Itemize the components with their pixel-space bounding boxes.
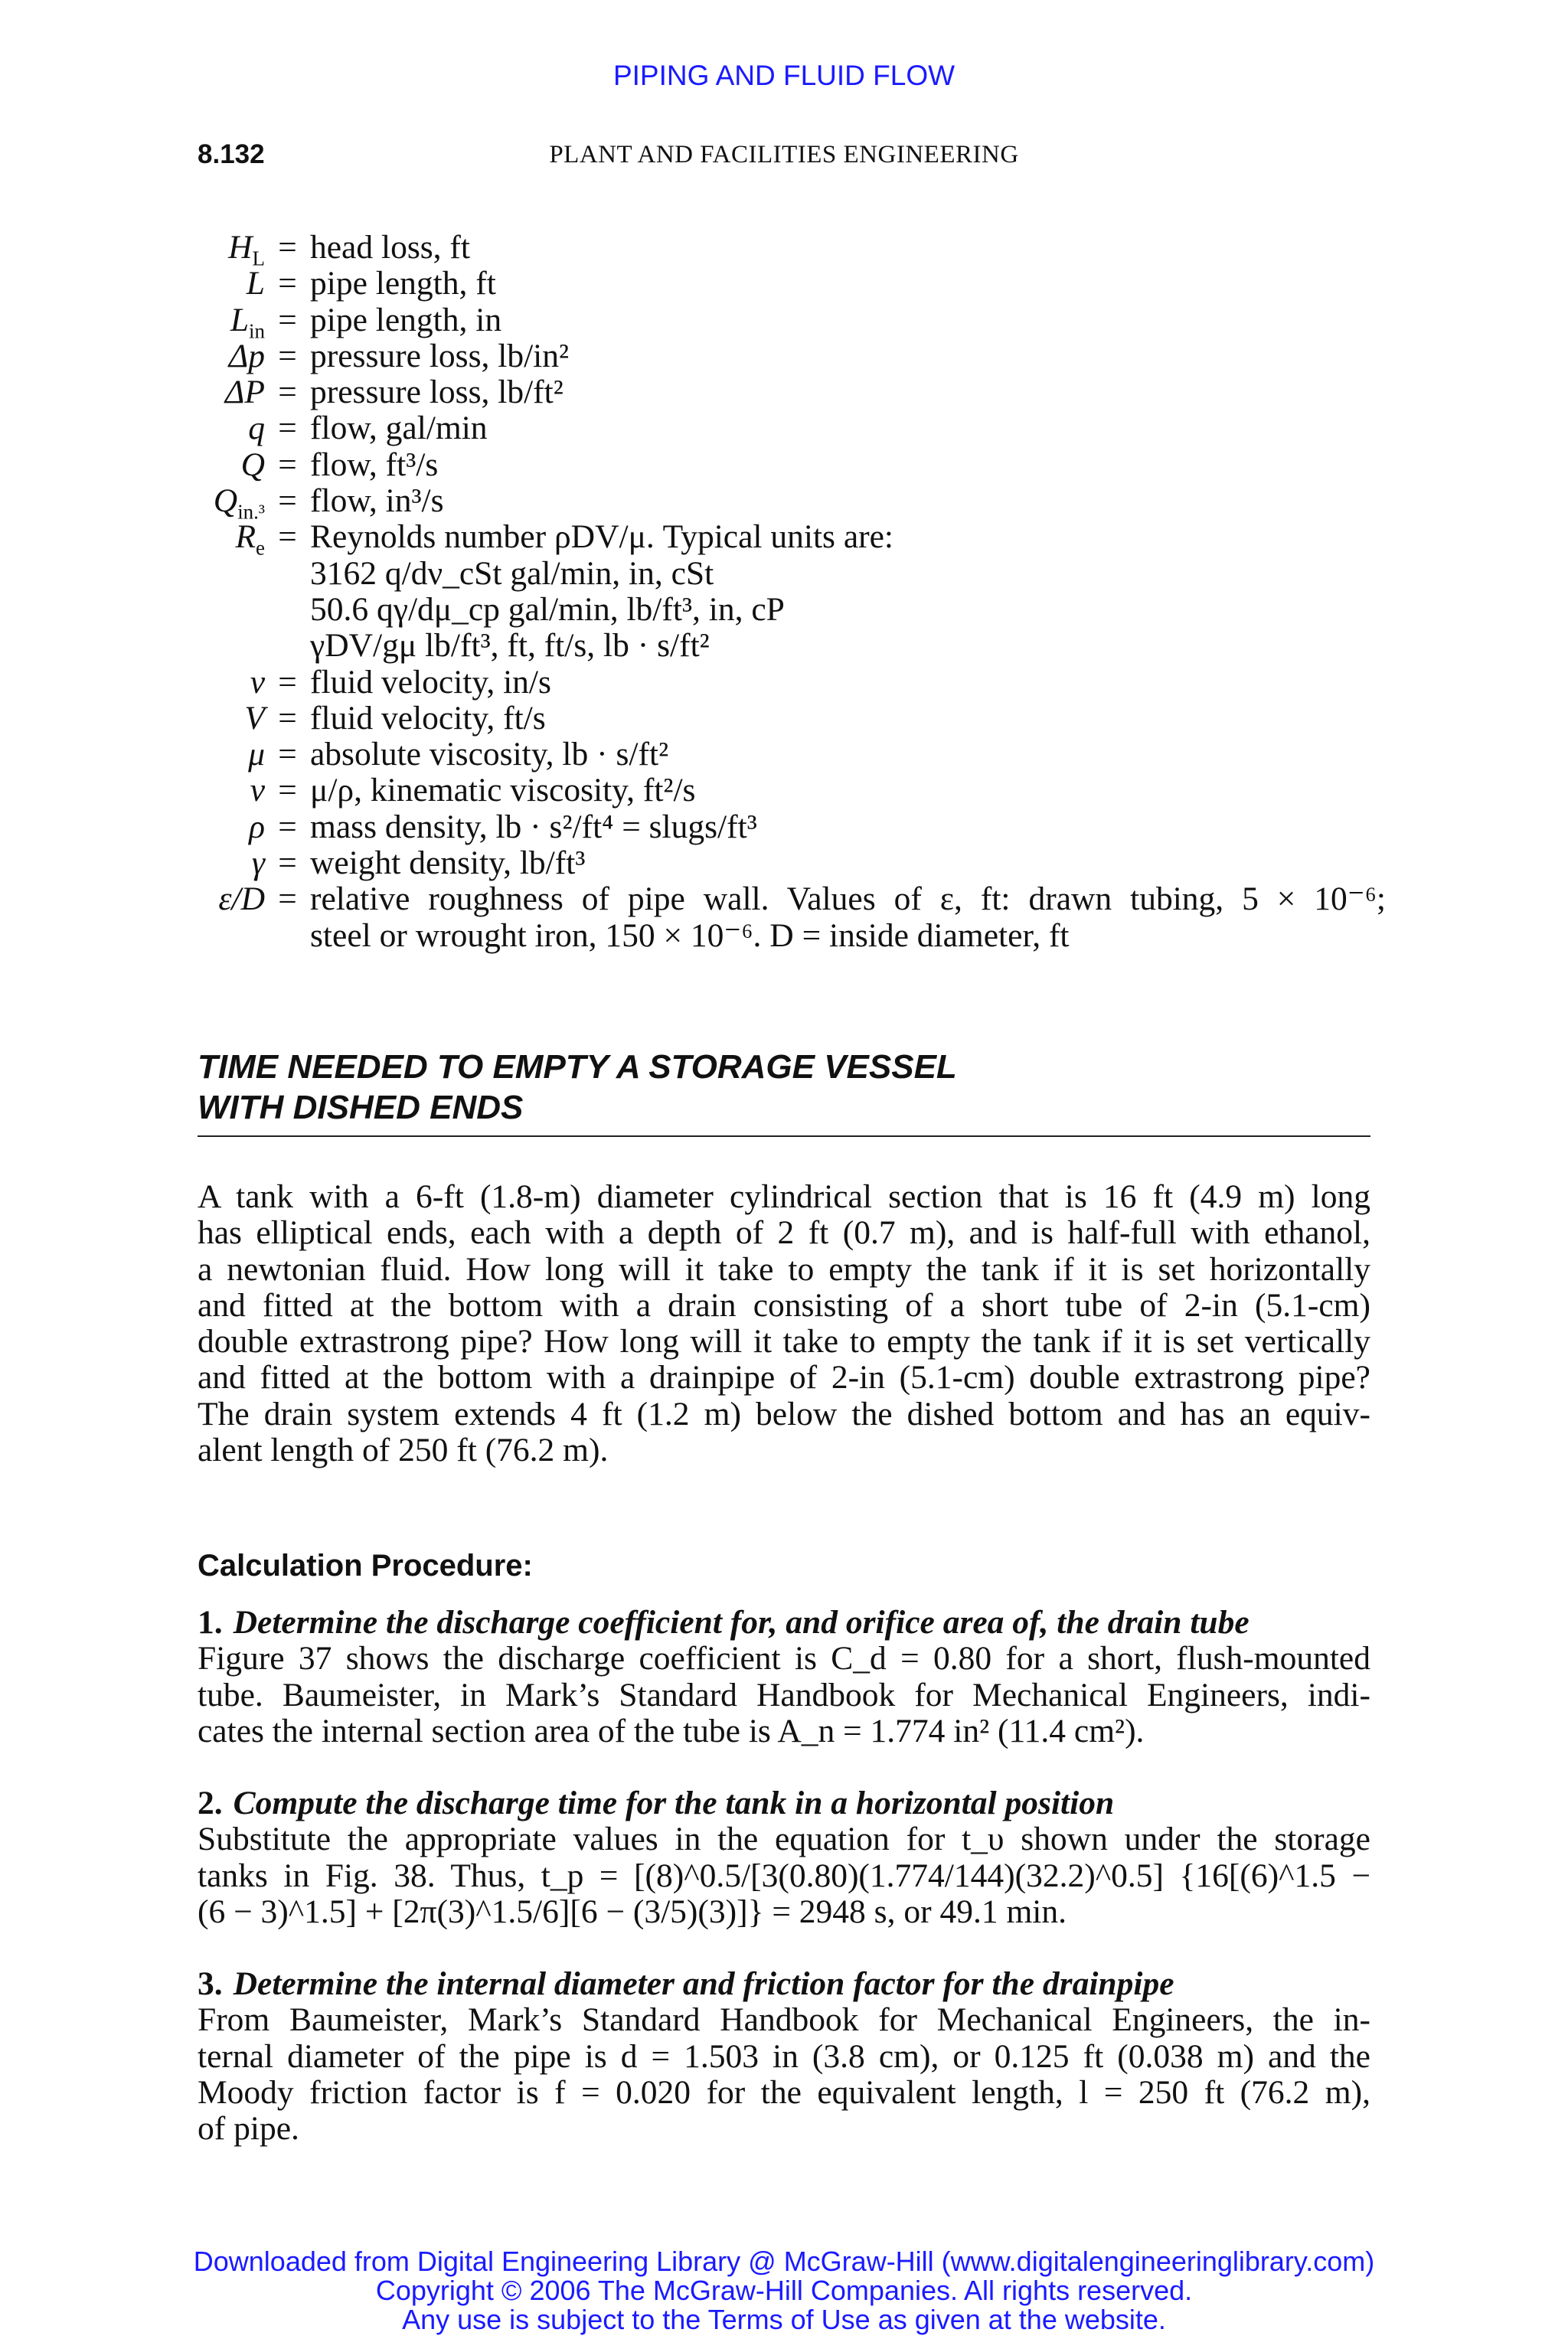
nomenclature-row (122, 809, 1386, 845)
problem-statement (198, 1179, 1370, 1468)
step-title (198, 1785, 1370, 1821)
nomenclature-definition: steel or wrought iron, 150 × 10⁻⁶. D = inside diameter, ft (310, 916, 1070, 954)
problem-line: The drain system extends 4 ft (1.2 m) below the dished bottom and has an equiv- (198, 1395, 1370, 1432)
equals-sign: = (278, 772, 297, 809)
step-body-line: (6 − 3)^1.5] + [2π(3)^1.5/6][6 − (3/5)(3)]} = 2948 s, or 49.1 min. (198, 1893, 1067, 1930)
problem-line: and fitted at the bottom with a drainpipe of 2-in (5.1-cm) double extrastrong pipe? (198, 1359, 1370, 1396)
step-body-line: tube. Baumeister, in Mark’s Standard Handbook for Mechanical Engineers, indi- (198, 1676, 1370, 1713)
equals-sign: = (278, 808, 297, 845)
problem-line: a newtonian fluid. How long will it take to empty the tank if it is set horizontally (198, 1250, 1370, 1288)
nomenclature-definition: pipe length, in (310, 301, 502, 338)
equals-sign: = (278, 844, 297, 882)
nomenclature-row (122, 229, 1386, 270)
nomenclature-row (122, 918, 1386, 954)
step-body-line: Figure 37 shows the discharge coefficient is C_d = 0.80 for a short, flush-mounted (198, 1640, 1370, 1677)
nomenclature-definition: mass density, lb · s²/ft⁴ = slugs/ft³ (310, 808, 757, 845)
nomenclature-definition: Reynolds number ρDV/μ. Typical units are: (310, 518, 894, 556)
nomenclature-row (122, 701, 1386, 737)
step-title (198, 1605, 1370, 1641)
nomenclature-definition: flow, gal/min (310, 410, 488, 447)
nomenclature-row (122, 374, 1386, 410)
nomenclature-definition: head loss, ft (310, 229, 471, 266)
section-title-line-1: TIME NEEDED TO EMPTY A STORAGE VESSEL (198, 1048, 957, 1086)
problem-line: A tank with a 6-ft (1.8-m) diameter cylindrical section that is 16 ft (4.9 m) long (198, 1178, 1370, 1215)
problem-line: and fitted at the bottom with a drain consisting of a short tube of 2-in (5.1-cm) (198, 1286, 1370, 1324)
footer-download-line[interactable]: Downloaded from Digital Engineering Library @ McGraw-Hill (www.digitalengineeringlibrary.com) (193, 2246, 1375, 2277)
nomenclature-symbol: ν (250, 772, 265, 809)
nomenclature-symbol: Δp (228, 337, 265, 374)
step-title-text: Determine the internal diameter and friction factor for the drainpipe (233, 1965, 1174, 2002)
equals-sign: = (278, 301, 297, 338)
equals-sign: = (278, 374, 297, 411)
nomenclature-row (122, 301, 1386, 343)
nomenclature-symbol: ρ (249, 808, 265, 845)
step-body-line: tanks in Fig. 38. Thus, t_p = [(8)^0.5/[3(0.80)(1.774/144)(32.2)^0.5] {16[(6)^1.5 − (198, 1857, 1370, 1894)
problem-line: alent length of 250 ft (76.2 m). (198, 1432, 609, 1469)
equals-sign: = (278, 337, 297, 374)
nomenclature-definition: pipe length, ft (310, 265, 496, 302)
nomenclature-definition: weight density, lb/ft³ (310, 844, 586, 882)
equals-sign: = (278, 410, 297, 447)
equals-sign: = (278, 229, 297, 266)
nomenclature-definition: fluid velocity, in/s (310, 663, 551, 701)
running-head: PLANT AND FACILITIES ENGINEERING (549, 141, 1019, 168)
step-title-text: Compute the discharge time for the tank in a horizontal position (233, 1785, 1115, 1821)
nomenclature-definition: absolute viscosity, lb · s/ft² (310, 736, 669, 773)
section-divider (198, 1135, 1370, 1137)
nomenclature-symbol: L (246, 265, 265, 302)
nomenclature-row (122, 628, 1386, 664)
step-body-line: From Baumeister, Mark’s Standard Handbook for Mechanical Engineers, the in- (198, 2001, 1370, 2039)
equals-sign: = (278, 699, 297, 737)
nomenclature-row (122, 482, 1386, 524)
nomenclature-definition: pressure loss, lb/ft² (310, 374, 564, 411)
nomenclature-row (122, 881, 1386, 917)
nomenclature-definition: μ/ρ, kinematic viscosity, ft²/s (310, 772, 696, 809)
step-body-line: of pipe. (198, 2110, 299, 2148)
equals-sign: = (278, 482, 297, 520)
nomenclature-symbol: $Q_{in.^3}$ (213, 482, 265, 524)
nomenclature-row (122, 338, 1386, 374)
calculation-procedure-heading: Calculation Procedure: (198, 1549, 533, 1583)
step-number: 2. (198, 1785, 223, 1821)
nomenclature-definition: flow, in³/s (310, 482, 444, 520)
nomenclature-symbol: V (244, 699, 265, 737)
problem-line: has elliptical ends, each with a depth of 2 ft (0.7 m), and is half-full with ethanol, (198, 1214, 1370, 1252)
step-title (198, 1966, 1370, 2002)
equals-sign: = (278, 736, 297, 773)
equals-sign: = (278, 446, 297, 483)
step-number: 1. (198, 1604, 223, 1641)
nomenclature-row (122, 665, 1386, 701)
nomenclature-row (122, 845, 1386, 881)
nomenclature-symbol: ε/D (218, 880, 265, 918)
problem-line: double extrastrong pipe? How long will it take to empty the tank if it is set vertically (198, 1323, 1370, 1361)
nomenclature-row (122, 773, 1386, 808)
section-title-line-2: WITH DISHED ENDS (198, 1089, 524, 1126)
step-body-line: ternal diameter of the pipe is d = 1.503 in (3.8 cm), or 0.125 ft (0.038 m) and the (198, 2037, 1370, 2075)
step-2 (198, 1785, 1370, 1930)
nomenclature-definition: γDV/gμ lb/ft³, ft, ft/s, lb · s/ft² (310, 627, 710, 665)
nomenclature-definition: fluid velocity, ft/s (310, 699, 546, 737)
step-number: 3. (198, 1965, 223, 2002)
step-1 (198, 1605, 1370, 1749)
nomenclature-symbol: ΔP (224, 374, 265, 411)
footer (0, 2247, 1568, 2334)
nomenclature-definition: 3162 q/dν_cSt gal/min, in, cSt (310, 554, 714, 592)
nomenclature-definition: pressure loss, lb/in² (310, 337, 570, 374)
footer-terms-line[interactable]: Any use is subject to the Terms of Use as given at the website. (402, 2304, 1166, 2335)
nomenclature-symbol: Q (240, 446, 265, 483)
section-title (198, 1047, 957, 1128)
nomenclature-row (122, 266, 1386, 302)
nomenclature-row (122, 592, 1386, 628)
nomenclature-row (122, 556, 1386, 592)
nomenclature-definition: flow, ft³/s (310, 446, 439, 483)
nomenclature-row (122, 447, 1386, 483)
step-body-line: Moody friction factor is f = 0.020 for the equivalent length, l = 250 ft (76.2 m), (198, 2073, 1370, 2111)
nomenclature-symbol: $R_e$ (235, 518, 265, 560)
nomenclature-row (122, 737, 1386, 773)
nomenclature-symbol: $H_L$ (228, 229, 265, 270)
nomenclature-symbol: μ (248, 736, 265, 773)
nomenclature-row (122, 518, 1386, 560)
step-body-line: Substitute the appropriate values in the equation for t_υ shown under the storage (198, 1821, 1370, 1858)
footer-copyright-line: Copyright © 2006 The McGraw-Hill Companies. All rights reserved. (375, 2275, 1193, 2306)
step-title-text: Determine the discharge coefficient for, and orifice area of, the drain tube (233, 1604, 1250, 1641)
nomenclature-symbol: ν (250, 663, 265, 701)
equals-sign: = (278, 663, 297, 701)
nomenclature-symbol: q (248, 410, 265, 447)
equals-sign: = (278, 518, 297, 556)
page-number: 8.132 (198, 139, 265, 169)
nomenclature-row (122, 410, 1386, 446)
nomenclature-symbol: γ (251, 844, 265, 882)
nomenclature-list (122, 230, 1386, 954)
step-3 (198, 1966, 1370, 2147)
nomenclature-definition: relative roughness of pipe wall. Values of ε, ft: drawn tubing, 5 × 10⁻⁶; (310, 880, 1386, 918)
equals-sign: = (278, 265, 297, 302)
nomenclature-symbol: $L_{in}$ (230, 301, 265, 343)
nomenclature-definition: 50.6 qγ/dμ_cp gal/min, lb/ft³, in, cP (310, 590, 785, 628)
equals-sign: = (278, 880, 297, 918)
top-banner: PIPING AND FLUID FLOW (612, 60, 956, 91)
step-body-line: cates the internal section area of the tube is A_n = 1.774 in² (11.4 cm²). (198, 1712, 1145, 1749)
